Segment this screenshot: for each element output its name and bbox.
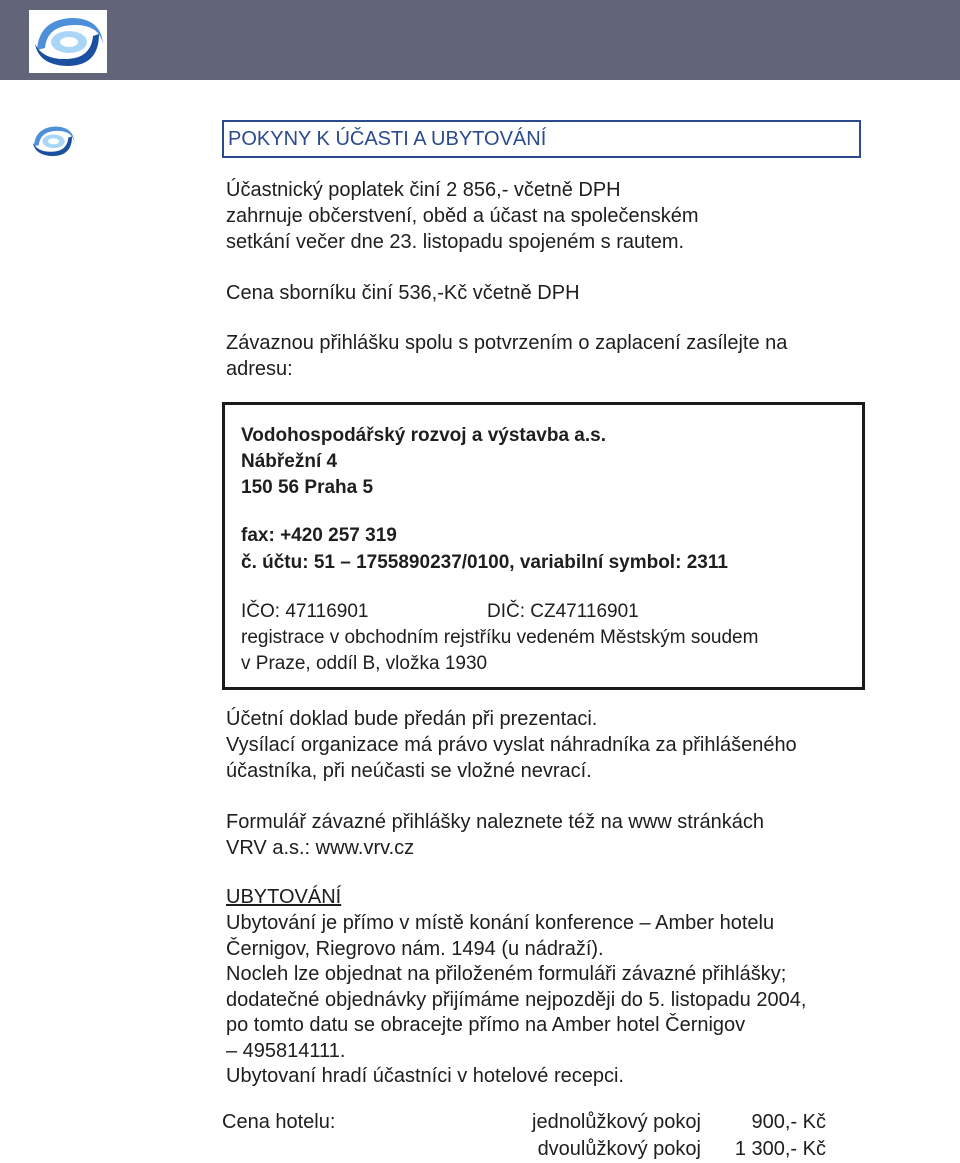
form-line-2: VRV a.s.: www.vrv.cz <box>226 837 415 859</box>
hotel-price-label: Cena hotelu: <box>222 1111 336 1133</box>
ico: IČO: 47116901 <box>241 601 369 622</box>
notes-line-3: účastníka, při neúčasti se vložné nevrací. <box>226 760 592 782</box>
accommodation-line-1: Ubytování je přímo v místě konání konference – Amber hotelu <box>226 912 775 934</box>
swirl-logo-icon <box>29 121 77 161</box>
section-title: POKYNY K ÚČASTI A UBYTOVÁNÍ <box>228 128 547 150</box>
notes-line-2: Vysílací organizace má právo vyslat náhradníka za přihlášeného <box>226 734 797 756</box>
accommodation-line-5: po tomto datu se obracejte přímo na Amber hotel Černigov <box>226 1014 746 1036</box>
account-number: č. účtu: 51 – 1755890237/0100, variabilní symbol: 2311 <box>241 552 728 573</box>
dic: DIČ: CZ47116901 <box>487 601 639 622</box>
fee-line-1: Účastnický poplatek činí 2 856,- včetně DPH <box>226 179 621 201</box>
room-price-single: 900,- Kč <box>751 1111 826 1133</box>
registry-line-2: v Praze, oddíl B, vložka 1930 <box>241 653 488 674</box>
registry-line-1: registrace v obchodním rejstříku vedeném Městským soudem <box>241 627 759 648</box>
accommodation-line-2: Černigov, Riegrovo nám. 1494 (u nádraží). <box>226 938 604 960</box>
fee-line-3: setkání večer dne 23. listopadu spojeném s rautem. <box>226 231 685 253</box>
accommodation-line-3: Nocleh lze objednat na přiloženém formuláři závazné přihlášky; <box>226 963 787 985</box>
accommodation-line-7: Ubytovaní hradí účastníci v hotelové recepci. <box>226 1065 624 1087</box>
swirl-logo-icon <box>29 10 107 73</box>
notes-line-1: Účetní doklad bude předán při prezentaci. <box>226 708 598 730</box>
city: 150 56 Praha 5 <box>241 477 374 498</box>
accommodation-line-4: dodatečné objednávky přijímáme nejpozději do 5. listopadu 2004, <box>226 989 807 1011</box>
room-price-double: 1 300,- Kč <box>734 1138 826 1160</box>
send-line-2: adresu: <box>226 358 293 380</box>
send-line-1: Závaznou přihlášku spolu s potvrzením o zaplacení zasílejte na <box>226 332 788 354</box>
room-type-double: dvoulůžkový pokoj <box>537 1138 701 1160</box>
fax: fax: +420 257 319 <box>241 525 397 546</box>
fee-line-2: zahrnuje občerstvení, oběd a účast na společenském <box>226 205 699 227</box>
company-name: Vodohospodářský rozvoj a výstavba a.s. <box>241 425 606 446</box>
form-line-1: Formulář závazné přihlášky naleznete též na www stránkách <box>226 811 765 833</box>
accommodation-heading: UBYTOVÁNÍ <box>226 886 342 908</box>
room-type-single: jednolůžkový pokoj <box>532 1111 701 1133</box>
header-bar <box>0 0 960 80</box>
street: Nábřežní 4 <box>241 451 338 472</box>
accommodation-line-6: – 495814111. <box>226 1040 346 1062</box>
proceedings-price: Cena sborníku činí 536,-Kč včetně DPH <box>226 282 580 304</box>
address-box <box>222 402 865 690</box>
section-header <box>222 120 861 158</box>
